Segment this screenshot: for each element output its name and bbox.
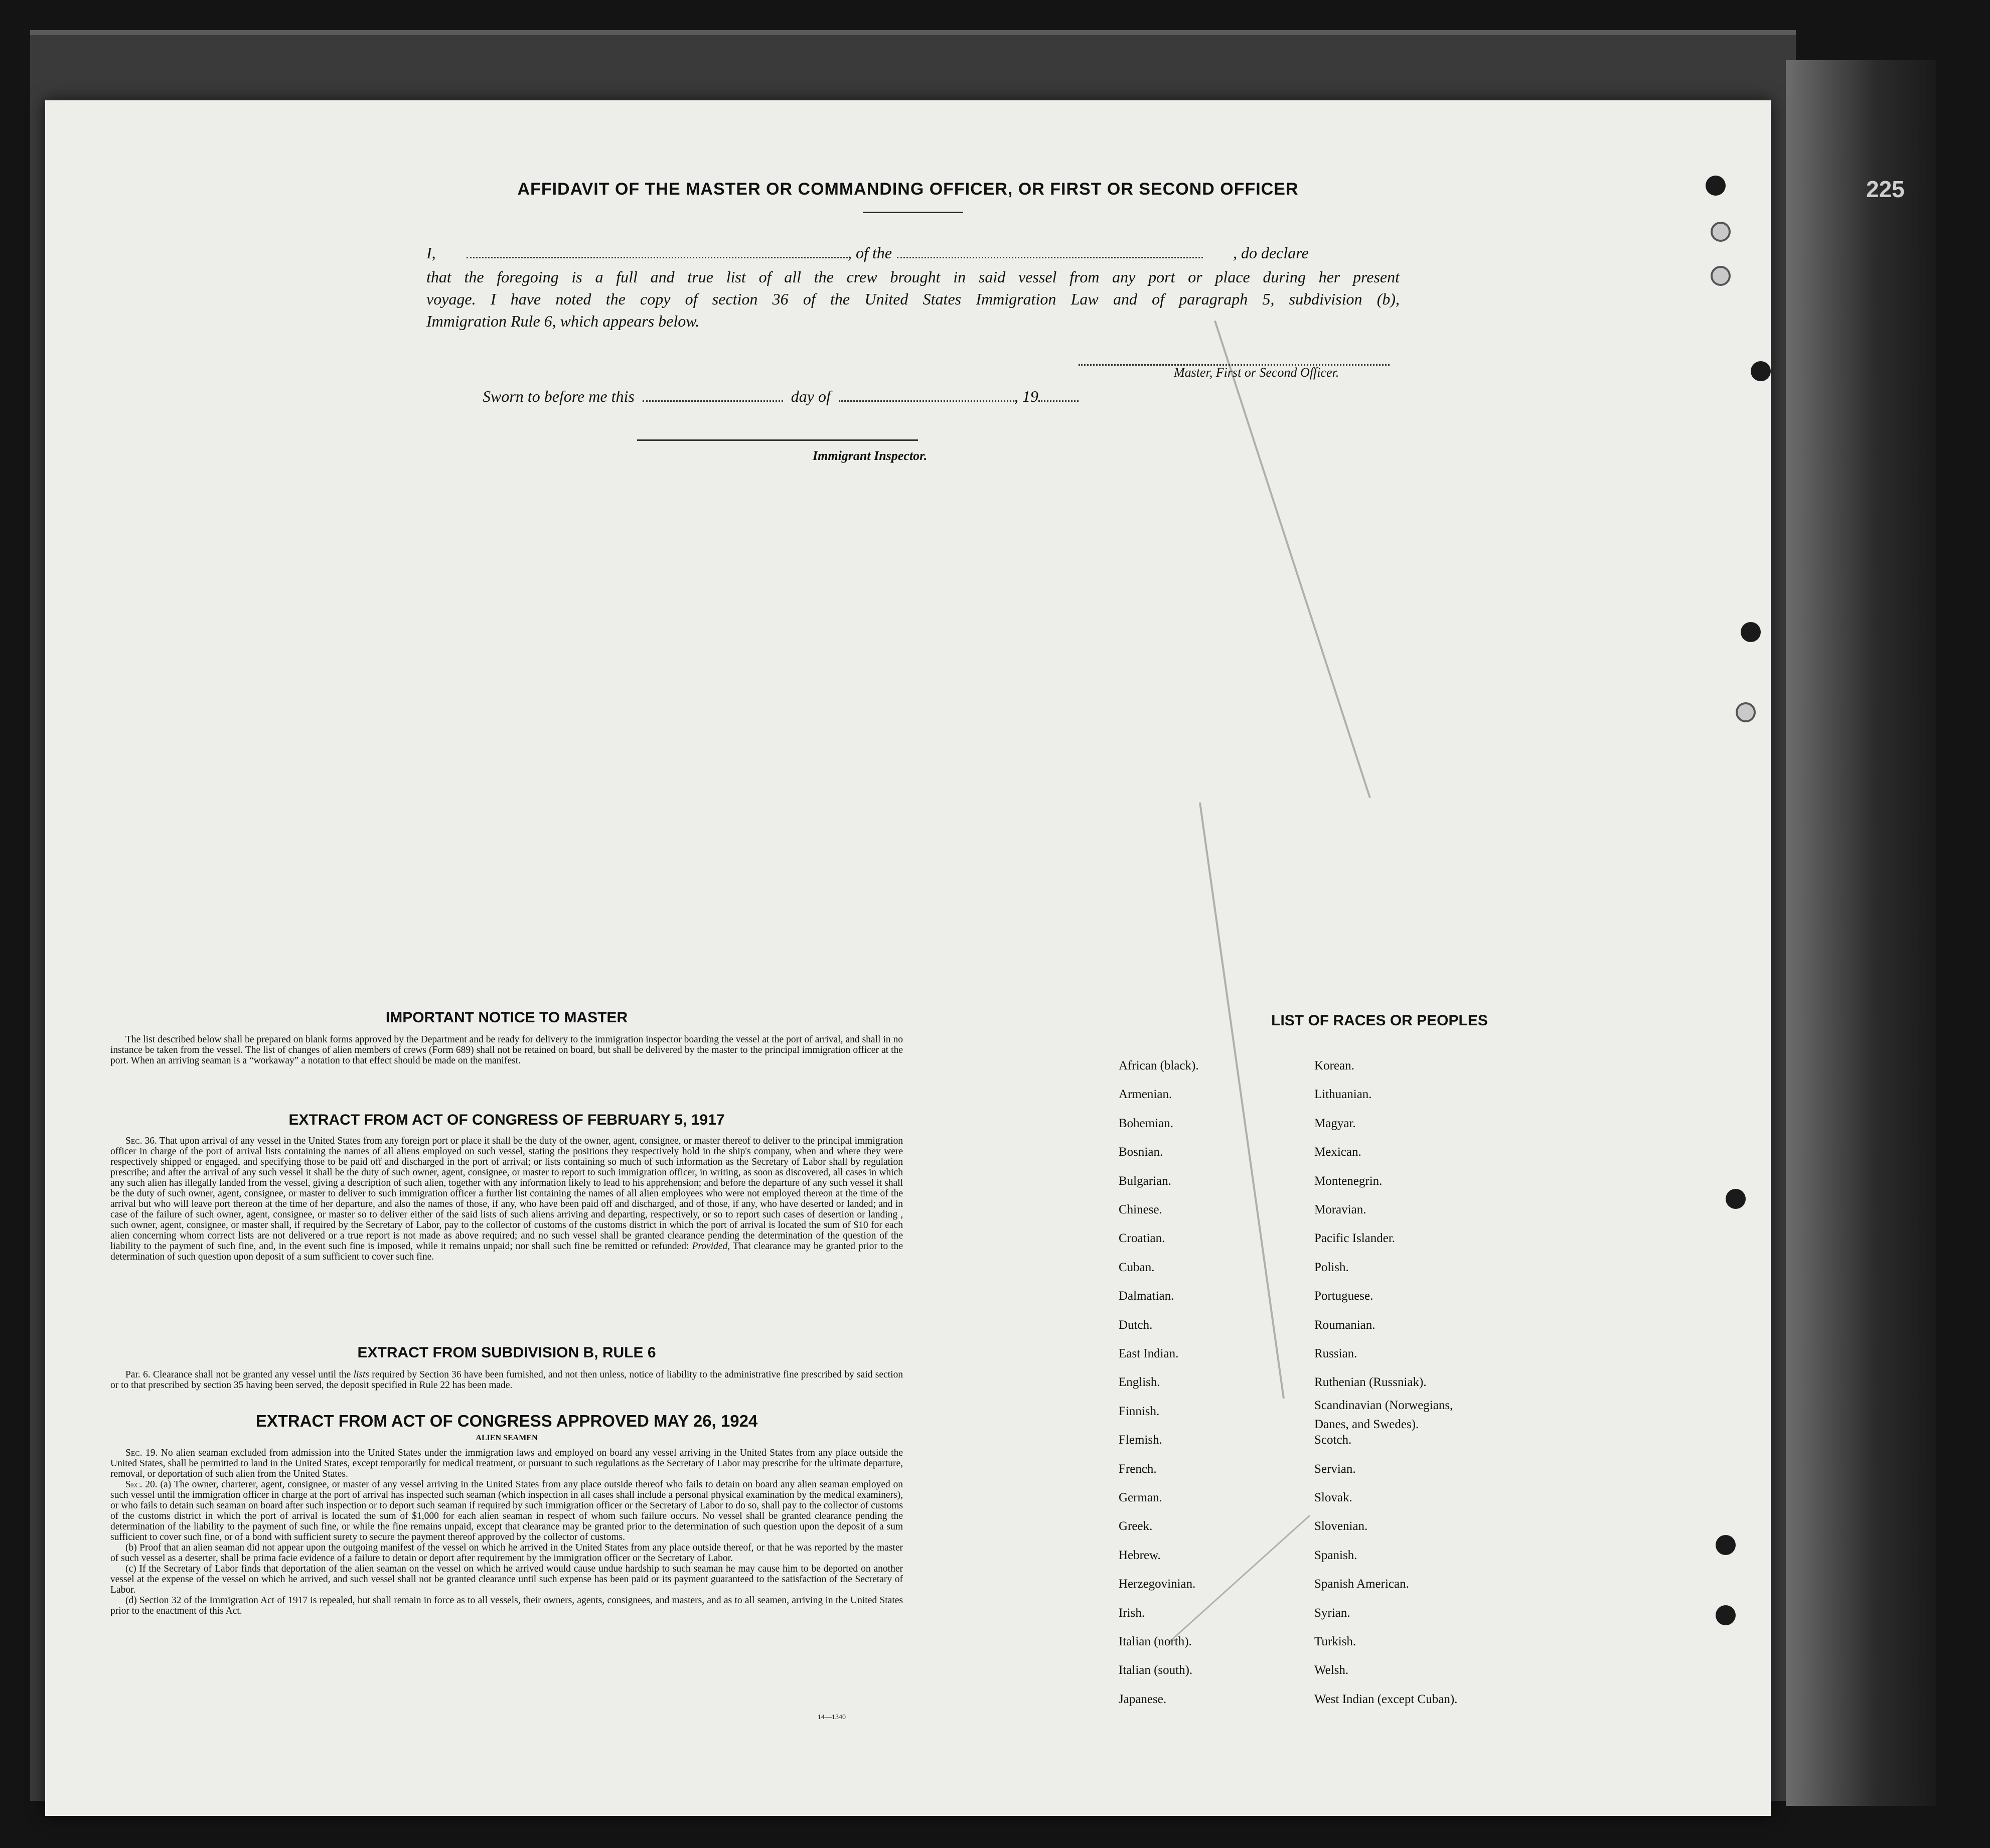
race-item: West Indian (except Cuban). — [1314, 1692, 1458, 1706]
sec19-label: Sec. 19. — [125, 1448, 158, 1458]
rule6-text-b: required by Section 36 have been furnished, and not then unless, notice of liability to the administrative fine prescribed by said section or to that prescribed by section 35 having been served, the deposit specified in Rule 22 has been made. — [110, 1369, 903, 1391]
race-item: Greek. — [1119, 1519, 1153, 1533]
sworn-month-field[interactable] — [839, 388, 1014, 402]
punch-hole-icon — [1711, 222, 1731, 242]
race-item: Syrian. — [1314, 1606, 1350, 1620]
race-item: Pacific Islander. — [1314, 1231, 1396, 1246]
race-item: Croatian. — [1119, 1231, 1165, 1246]
race-item: Finnish. — [1119, 1404, 1160, 1418]
affidavit-text-line: voyage. I have noted the copy of section 36 of the United States Immigration Law and of paragraph 5, subdivision (b), — [426, 290, 1400, 308]
affidavit-text-line: that the foregoing is a full and true list of all the crew brought in said vessel from any port or place during her present — [426, 268, 1400, 286]
sworn-label: Sworn to before me this — [483, 387, 635, 405]
affidavit-declaration-line — [426, 244, 1400, 262]
race-item: Dutch. — [1119, 1318, 1153, 1332]
race-item: Japanese. — [1119, 1692, 1167, 1706]
punch-hole-icon — [1751, 361, 1771, 381]
race-item: East Indian. — [1119, 1347, 1179, 1360]
aff-of-the: , of the — [848, 244, 892, 262]
race-item: Hebrew. — [1119, 1548, 1161, 1562]
notice-title: IMPORTANT NOTICE TO MASTER — [385, 1009, 628, 1026]
manifest-page — [45, 100, 1771, 1816]
sec20c-text: (c) If the Secretary of Labor finds that deportation of the alien seaman on the vessel on which he arrived would cause undue hardship to such seaman he may cause him to be deported on another vessel at the expense of the vessel on which he arrived, and such vessel shall not be granted clearance until such expense has been paid or its payment guaranteed to the satisfaction of the Secretary of Labor. — [110, 1564, 903, 1595]
race-item: Turkish. — [1314, 1635, 1356, 1648]
race-item: French. — [1119, 1462, 1157, 1476]
pencil-marks — [1199, 802, 1285, 1399]
race-item: Ruthenian (Russniak). — [1314, 1375, 1427, 1390]
master-signature-label: Master, First or Second Officer. — [1174, 365, 1339, 380]
race-item: Cuban. — [1119, 1260, 1155, 1274]
race-item: African (black). — [1119, 1059, 1199, 1072]
sec36-text-end: That clearance may be granted prior to the determination of such question upon deposit of a sum sufficient to cover such fine. — [110, 1241, 903, 1262]
punch-hole-icon — [1716, 1605, 1736, 1625]
rule6-text-a: Par. 6. Clearance shall not be granted any vessel until the — [125, 1369, 351, 1380]
name-field[interactable] — [467, 245, 848, 258]
race-item: Russian. — [1314, 1347, 1357, 1360]
sec20-label: Sec. 20. — [125, 1479, 158, 1490]
extract-1917-text — [110, 1136, 903, 1262]
race-item: Italian (north). — [1119, 1635, 1192, 1648]
affidavit-title: AFFIDAVIT OF THE MASTER OR COMMANDING OFFICER, OR FIRST OR SECOND OFFICER — [517, 180, 1299, 199]
form-number: 14—1340 — [818, 1714, 846, 1721]
sworn-year-field[interactable] — [1038, 388, 1079, 402]
punch-hole-icon — [1726, 1189, 1746, 1209]
race-item: Spanish American. — [1314, 1577, 1409, 1591]
inspector-signature-label: Immigrant Inspector. — [813, 448, 928, 463]
sec20a-text: (a) The owner, charterer, agent, consignee, or master of any vessel arriving in the United States from any place outside thereof who fails to detain on board any alien seaman employed on such vessel until the immigration officer in charge at the port of arrival has inspected such seaman (which inspection in all cases shall include a personal physical examination by the medical examiners), or who fails to detain such seaman on board after such inspection or to deport such seaman if required by such immigration officer or the Secretary of Labor to do so, shall pay to the collector of customs of the customs district in which the port of arrival is located the sum of $1,000 for each alien seaman in respect of whom such failure occurs. No vessel shall be granted clearance pending the determination of the liability to the payment of such fine, or while the fine remains unpaid, except that clearance may be granted prior to the determination of such question upon the deposit of a sum sufficient to cover such fine, or of a bond with sufficient surety to secure the payment thereof approved by the collector of customs. — [110, 1479, 903, 1543]
aff-declare: , do declare — [1233, 244, 1309, 262]
race-item: Scandinavian (Norwegians, — [1314, 1398, 1453, 1412]
races-title: LIST OF RACES OR PEOPLES — [1271, 1012, 1488, 1029]
provided-word: Provided, — [692, 1241, 730, 1252]
race-item: Portuguese. — [1314, 1289, 1373, 1303]
vessel-field[interactable] — [897, 245, 1203, 258]
sworn-line — [483, 387, 1456, 406]
race-item: Scotch. — [1314, 1433, 1352, 1447]
race-item: Mexican. — [1314, 1145, 1361, 1159]
year-prefix: , 19 — [1014, 387, 1038, 405]
race-item: Spanish. — [1314, 1548, 1357, 1562]
race-item: Danes, and Swedes). — [1314, 1417, 1419, 1431]
extract-rule6-title: EXTRACT FROM SUBDIVISION B, RULE 6 — [357, 1344, 656, 1361]
race-item: Herzegovinian. — [1119, 1577, 1196, 1591]
notice-text — [110, 1034, 903, 1066]
race-item: Bulgarian. — [1119, 1174, 1171, 1188]
day-of-label: day of — [791, 387, 831, 405]
sec36-label: Sec. 36. — [125, 1136, 157, 1146]
race-item: Bosnian. — [1119, 1145, 1163, 1159]
race-item: Chinese. — [1119, 1203, 1162, 1216]
notice-paragraph: The list described below shall be prepared on blank forms approved by the Department and be ready for delivery to the immigration inspector boarding the vessel at the port of arrival, and shall in no instance be taken from the vessel. The list of changes of alien members of crews (Form 689) shall not be retained on board, but shall be delivered by the master to the principal immigration officer at the port. When an arriving seaman is a “workaway” a notation to that effect should be made on the manifest. — [110, 1034, 903, 1066]
race-item: Korean. — [1314, 1059, 1354, 1072]
alien-seamen-subtitle: ALIEN SEAMEN — [476, 1434, 538, 1442]
race-item: Bohemian. — [1119, 1116, 1174, 1130]
extract-1924-text — [110, 1448, 903, 1616]
punch-hole-icon — [1711, 266, 1731, 286]
race-item: Flemish. — [1119, 1433, 1162, 1447]
race-item: Roumanian. — [1314, 1318, 1375, 1332]
sec19-text: No alien seaman excluded from admission into the United States under the immigration laws and employed on board any vessel arriving in the United States from any place outside the United States, shall be permitted to land in the United States, except temporarily for medical treatment, or pursuant to such regulations as the Secretary of Labor may prescribe for the ultimate departure, removal, or deportation of such alien from the United States. — [110, 1448, 903, 1479]
extract-rule6-text — [110, 1369, 903, 1391]
race-item: Irish. — [1119, 1606, 1145, 1620]
race-item: Welsh. — [1314, 1663, 1349, 1677]
race-item: Magyar. — [1314, 1116, 1356, 1130]
punch-hole-icon — [1741, 622, 1761, 642]
sec20d-text: (d) Section 32 of the Immigration Act of 1917 is repealed, but shall remain in force as to all vessels, their owners, agents, consignees, and masters, and as to all seamen, arriving in the United States prior to the enactment of this Act. — [110, 1595, 903, 1616]
race-item: Polish. — [1314, 1260, 1349, 1274]
binding-edge — [1786, 60, 1936, 1806]
race-item: Servian. — [1314, 1462, 1356, 1476]
race-item: Slovenian. — [1314, 1519, 1368, 1533]
lists-word: lists — [353, 1369, 369, 1380]
punch-hole-icon — [1716, 1535, 1736, 1555]
race-item: Montenegrin. — [1314, 1174, 1383, 1188]
race-item: Dalmatian. — [1119, 1289, 1174, 1303]
extract-1924-title: EXTRACT FROM ACT OF CONGRESS APPROVED MAY 26, 1924 — [255, 1412, 758, 1430]
race-item: Slovak. — [1314, 1491, 1352, 1504]
punch-hole-icon — [1736, 702, 1756, 722]
page-number: 225 — [1866, 176, 1905, 202]
extract-1917-title: EXTRACT FROM ACT OF CONGRESS OF FEBRUARY 5, 1917 — [288, 1112, 725, 1128]
race-item: English. — [1119, 1375, 1160, 1390]
race-item: Lithuanian. — [1314, 1088, 1372, 1102]
sec20b-text: (b) Proof that an alien seaman did not appear upon the outgoing manifest of the vessel on which he arrived in the United States from any place outside thereof, or that he was reported by the master of such vessel as a deserter, shall be prima facie evidence of a failure to detain or deport after requirement by the immigration officer or the Secretary of Labor. — [110, 1543, 903, 1564]
race-item: German. — [1119, 1491, 1162, 1504]
race-item: Italian (south). — [1119, 1663, 1193, 1677]
race-item: Armenian. — [1119, 1088, 1172, 1102]
sec36-text: That upon arrival of any vessel in the United States from any foreign port or place it shall be the duty of the owner, agent, consignee, or master thereof to deliver to the principal immigration officer in charge of the port of arrival lists containing the names of all aliens employed on such vessel, stating the positions they respectively hold in the ship's company, when and where they were respectively shipped or engaged, and specifying those to be paid off and discharged in the port of arrival; or lists containing so much of such information as the Secretary of Labor shall by regulation prescribe; and after the arrival of any such vessel it shall be the duty of such owner, agent, consignee, or master to report to such immigration officer, in writing, as soon as discovered, all cases in which any such alien has illegally landed from the vessel, giving a description of such alien, together with any information likely to lead to his apprehension; and before the departure of any such vessel it shall be the duty of such owner, agent, consignee, or master to deliver to such immigration officer a further list containing the names of all alien employees who were not employed thereon at the time of the arrival but who will leave port thereon at the time of her departure, and also the names of those, if any, who have been paid off and discharged, and of those, if any, who have deserted or landed; and in case of the failure of such owner, agent, consignee, or master so to deliver either of the said lists of such aliens arriving and departing, respectively, or so to report such cases of desertion or landing , such owner, agent, consignee, or master shall, if required by the Secretary of Labor, pay to the collector of customs of the customs district in which the port of arrival is located the sum of $10 for each alien concerning whom correct lists are not delivered or a true report is not made as above required; and no such vessel shall be granted clearance pending the determination of the question of the liability to the payment of such fine, and, in the event such fine is imposed, while it remains unpaid; nor shall such fine be remitted or refunded: — [110, 1136, 903, 1252]
inspector-signature-line[interactable] — [637, 439, 918, 441]
affidavit-text-line: Immigration Rule 6, which appears below. — [426, 312, 700, 330]
sworn-day-field[interactable] — [643, 388, 783, 402]
title-underline — [863, 212, 963, 213]
race-item: Moravian. — [1314, 1203, 1366, 1216]
aff-i: I, — [426, 244, 436, 262]
